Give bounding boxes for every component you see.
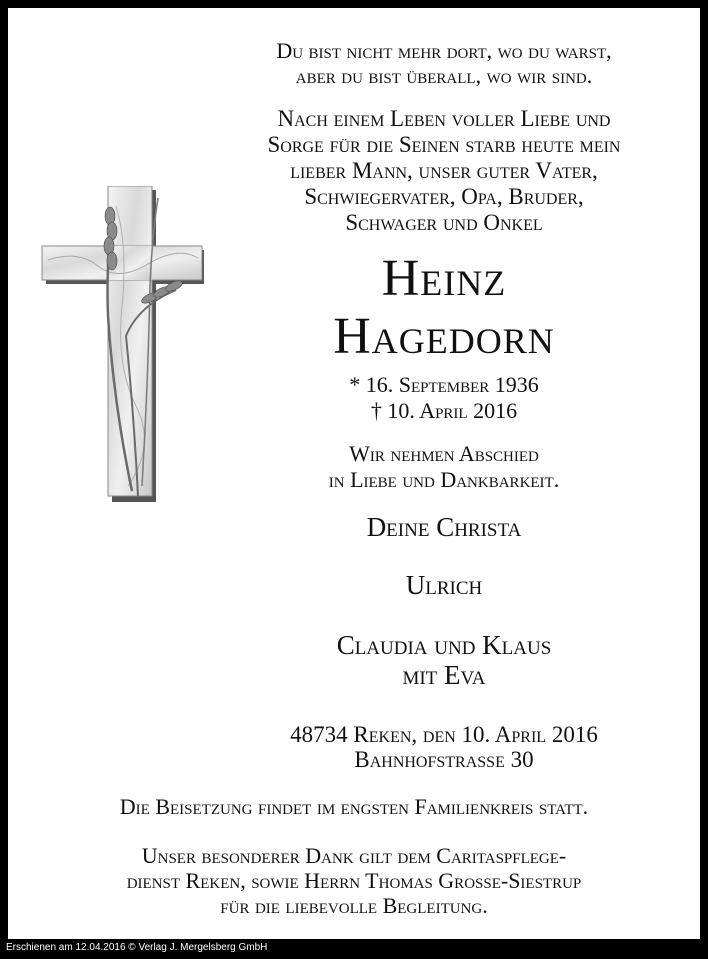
- funeral-note: Die Beisetzung findet im engsten Familienkreis statt.: [119, 794, 589, 819]
- mourner-line: mit Eva: [402, 660, 486, 690]
- intro-text: [204, 106, 684, 236]
- intro-line: Nach einem Leben voller Liebe und: [277, 106, 611, 131]
- last-name: Hagedorn: [333, 308, 555, 365]
- deceased-name: [204, 250, 684, 366]
- birth-date: * 16. September 1936: [349, 372, 539, 397]
- intro-line: Sorge für die Seinen starb heute mein: [267, 132, 621, 157]
- first-name: Heinz: [381, 250, 507, 307]
- mourner-line: Claudia und Klaus: [336, 630, 552, 660]
- mourner-wife: Deine Christa: [366, 512, 522, 542]
- intro-line: lieber Mann, unser guter Vater,: [290, 158, 598, 183]
- place-and-date: [204, 722, 684, 772]
- marble-cross-with-wheat-icon: [38, 186, 204, 506]
- opening-quote: [204, 38, 684, 88]
- publication-footer: Erschienen am 12.04.2016 © Verlag J. Mergelsberg GmbH: [6, 942, 268, 953]
- death-date: † 10. April 2016: [370, 398, 518, 423]
- mourner-son: Ulrich: [405, 570, 483, 600]
- quote-line: Du bist nicht mehr dort, wo du warst,: [276, 38, 612, 63]
- intro-line: Schwager und Onkel: [345, 210, 543, 235]
- address-line: Bahnhofstrasse 30: [354, 747, 534, 772]
- thanks-line: dienst Reken, sowie Herrn Thomas Grosse-Siestrup: [126, 868, 582, 893]
- place-line: 48734 Reken, den 10. April 2016: [290, 722, 598, 747]
- farewell-text: [204, 441, 684, 493]
- farewell-line: in Liebe und Dankbarkeit.: [328, 467, 560, 492]
- farewell-line: Wir nehmen Abschied: [349, 441, 539, 466]
- life-dates: [204, 372, 684, 424]
- obituary-notice: [8, 8, 700, 939]
- quote-line: aber du bist überall, wo wir sind.: [295, 63, 593, 88]
- mourner-family: [204, 630, 684, 690]
- thanks-line: für die liebevolle Begleitung.: [220, 893, 488, 918]
- intro-line: Schwiegervater, Opa, Bruder,: [304, 184, 584, 209]
- thanks-line: Unser besonderer Dank gilt dem Caritaspflege-: [141, 843, 567, 868]
- thanks-note: [8, 843, 700, 918]
